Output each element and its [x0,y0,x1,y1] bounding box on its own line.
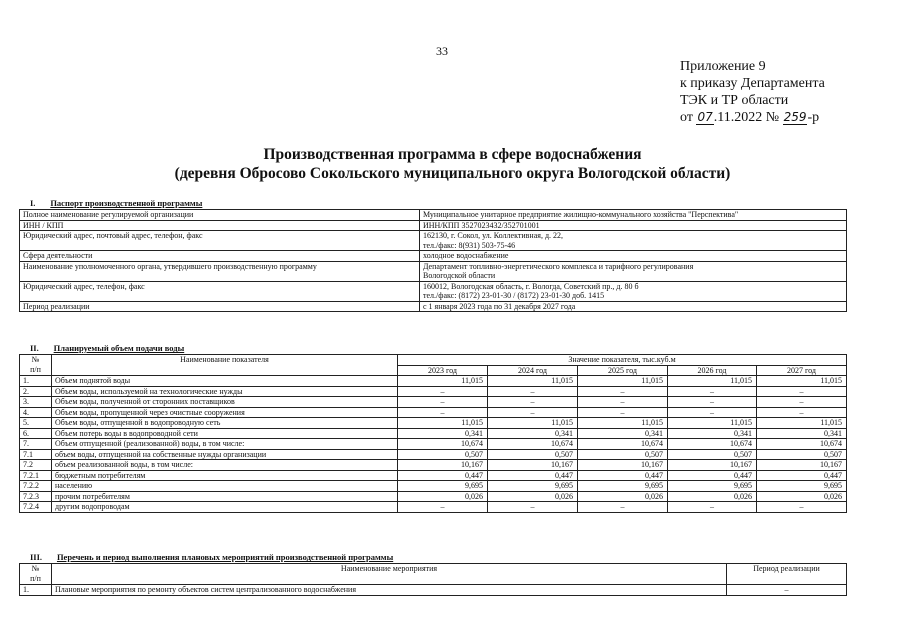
row-period: – [727,585,847,596]
passport-value-line: Департамент топливно-энергетического комплекса и тарифного регулирования [423,261,694,271]
appendix-line-2: к приказу Департамента [680,76,825,91]
passport-value-line: ИНН/КПП 3527023432/352701001 [423,220,540,230]
row-value: 10,674 [668,439,757,450]
year-header: 2026 год [668,365,757,376]
row-value: – [668,407,757,418]
passport-value-line: тел./факс: (8172) 23-01-30 / (8172) 23-01-30 доб. 1415 [423,291,605,300]
row-name: Объем поднятой воды [52,376,398,387]
date-prefix: от [680,110,693,125]
passport-row [20,301,847,312]
section3-heading: III. Перечень и период выполнения плановых мероприятий производственной программы [30,552,394,562]
row-value: – [668,502,757,513]
row-value: 0,341 [757,428,847,439]
row-value: 11,015 [488,376,578,387]
row-value: 9,695 [757,481,847,492]
table-row [20,449,847,460]
title-line-2: (деревня Обросово Сокольского муниципального округа Вологодской области) [174,165,731,182]
table-row [20,491,847,502]
passport-value-line: Вологодской области [423,271,496,280]
passport-label: ИНН / КПП [20,220,420,231]
table-row [20,585,847,596]
passport-label: Сфера деятельности [20,251,420,262]
row-name: Объем воды, пропущенной через очистные сооружения [52,407,398,418]
row-value: 9,695 [398,481,488,492]
passport-value-line: холодное водоснабжение [423,251,509,260]
passport-label: Период реализации [20,301,420,312]
row-value: – [578,386,668,397]
activities-table [19,563,847,596]
row-value: 9,695 [668,481,757,492]
row-value: 11,015 [578,376,668,387]
passport-row [20,251,847,262]
order-suffix: -р [807,110,820,125]
table-row [20,502,847,513]
row-name: Объем потерь воды в водопроводной сети [52,428,398,439]
table-row [20,428,847,439]
table-row [20,376,847,387]
passport-label: Наименование уполномоченного органа, утвердившего производственную программу [20,261,420,281]
row-value: 10,674 [578,439,668,450]
row-value: 0,341 [398,428,488,439]
row-value: 10,167 [488,460,578,471]
appendix-header [680,58,825,126]
passport-value [420,231,847,251]
row-name: Плановые мероприятия по ремонту объектов систем централизованного водоснабжения [52,585,727,596]
row-number: 6. [20,428,52,439]
table-row [20,418,847,429]
row-value: 11,015 [488,418,578,429]
row-name: населению [52,481,398,492]
row-name: Объем воды, полученной от сторонних поставщиков [52,397,398,408]
row-value: – [668,397,757,408]
row-value: 0,026 [488,491,578,502]
row-value: 0,447 [578,470,668,481]
row-value: – [757,502,847,513]
passport-value [420,251,847,262]
row-value: 11,015 [668,376,757,387]
passport-value [420,210,847,221]
row-number: 7.2.4 [20,502,52,513]
row-value: – [578,407,668,418]
row-name: объем воды, отпущенной на собственные нужды организации [52,449,398,460]
table-row [20,397,847,408]
row-number: 3. [20,397,52,408]
row-value: 0,507 [757,449,847,460]
handwritten-order-number: 259 [783,110,807,124]
passport-value-line: 160012, Вологодская область, г. Вологда, Советский пр., д. 80 б [423,281,639,291]
document-title [0,145,905,183]
row-name: прочим потребителям [52,491,398,502]
row-name: бюджетным потребителям [52,470,398,481]
row-value: – [488,386,578,397]
row-value: – [757,386,847,397]
row-value: 0,026 [757,491,847,502]
row-value: 0,026 [398,491,488,502]
col-name-header: Наименование показателя [52,355,398,376]
row-value: – [488,397,578,408]
passport-label: Юридический адрес, телефон, факс [20,281,420,301]
year-header: 2024 год [488,365,578,376]
table-row [20,439,847,450]
row-number: 4. [20,407,52,418]
passport-value [420,261,847,281]
passport-value-line: с 1 января 2023 года по 31 декабря 2027 года [423,301,576,311]
row-value: – [398,407,488,418]
passport-value [420,220,847,231]
passport-row [20,210,847,221]
row-value: – [488,407,578,418]
row-number: 5. [20,418,52,429]
col-period-header: Период реализации [727,564,847,585]
row-number: 7.2.2 [20,481,52,492]
row-name: объем реализованной воды, в том числе: [52,460,398,471]
row-number: 7.2 [20,460,52,471]
appendix-line-3: ТЭК и ТР области [680,93,789,108]
title-line-1: Производственная программа в сфере водоснабжения [263,146,642,163]
row-value: 10,674 [398,439,488,450]
year-header: 2025 год [578,365,668,376]
appendix-line-1: Приложение 9 [680,59,766,74]
row-number: 7.2.3 [20,491,52,502]
row-value: 10,167 [578,460,668,471]
row-value: 11,015 [668,418,757,429]
row-value: – [398,502,488,513]
table-row [20,481,847,492]
row-number: 7. [20,439,52,450]
row-value: 10,167 [668,460,757,471]
row-value: 0,447 [488,470,578,481]
year-header: 2027 год [757,365,847,376]
row-value: 0,507 [398,449,488,460]
col-number-header: № п/п [20,355,52,376]
row-value: 10,167 [398,460,488,471]
row-value: 0,447 [398,470,488,481]
year-header: 2023 год [398,365,488,376]
row-value: – [668,386,757,397]
passport-value-line: 162130, г. Сокол, ул. Коллективная, д. 22, [423,231,564,240]
row-number: 1. [20,585,52,596]
table-row [20,460,847,471]
col-value-header: Значение показателя, тыс.куб.м [398,355,847,366]
row-value: – [398,386,488,397]
passport-row [20,261,847,281]
table-row [20,386,847,397]
row-value: 10,674 [757,439,847,450]
row-value: 9,695 [488,481,578,492]
passport-row [20,220,847,231]
passport-row [20,231,847,251]
water-volume-table [19,354,847,513]
row-value: 0,447 [757,470,847,481]
row-value: – [757,407,847,418]
row-value: – [578,397,668,408]
passport-value-line: Муниципальное унитарное предприятие жилищно-коммунального хозяйства "Перспектива" [423,210,739,219]
row-value: 0,507 [668,449,757,460]
passport-table [19,209,847,312]
col-activity-header: Наименование мероприятия [52,564,727,585]
row-name: другим водопроводам [52,502,398,513]
section1-heading: I. Паспорт производственной программы [30,198,203,208]
row-name: Объем воды, используемой на технологические нужды [52,386,398,397]
handwritten-day: 07 [697,110,713,124]
row-number: 7.1 [20,449,52,460]
row-number: 1. [20,376,52,387]
row-name: Объем воды, отпущенной в водопроводную сеть [52,418,398,429]
passport-value [420,301,847,312]
row-value: 0,507 [488,449,578,460]
row-value: 0,341 [668,428,757,439]
passport-value [420,281,847,301]
row-number: 2. [20,386,52,397]
row-value: 11,015 [757,418,847,429]
row-value: 0,026 [578,491,668,502]
row-number: 7.2.1 [20,470,52,481]
row-value: 11,015 [398,376,488,387]
row-value: 0,507 [578,449,668,460]
appendix-date-line [680,109,825,126]
row-value: 11,015 [757,376,847,387]
passport-value-line: тел./факс: 8(931) 503-75-46 [423,240,516,250]
row-value: – [488,502,578,513]
row-value: 10,167 [757,460,847,471]
row-value: 0,026 [668,491,757,502]
row-value: 10,674 [488,439,578,450]
row-value: 9,695 [578,481,668,492]
section2-heading: II. Планируемый объем подачи воды [30,343,185,353]
passport-label: Юридический адрес, почтовый адрес, телефон, факс [20,231,420,251]
row-value: 0,341 [578,428,668,439]
row-value: 11,015 [398,418,488,429]
row-value: 0,341 [488,428,578,439]
col-number-header: № п/п [20,564,52,585]
table-row [20,470,847,481]
row-value: – [578,502,668,513]
passport-row [20,281,847,301]
page-number: 33 [436,44,448,58]
row-value: – [398,397,488,408]
row-value: 0,447 [668,470,757,481]
row-name: Объем отпущенной (реализованной) воды, в том числе: [52,439,398,450]
passport-label: Полное наименование регулируемой организации [20,210,420,221]
table-row [20,407,847,418]
row-value: 11,015 [578,418,668,429]
date-rest: .11.2022 № [713,110,780,125]
row-value: – [757,397,847,408]
